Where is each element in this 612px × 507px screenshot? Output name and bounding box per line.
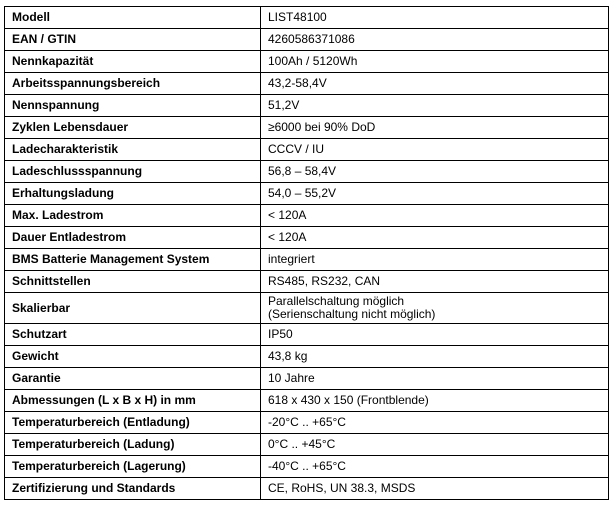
spec-value — [261, 205, 609, 227]
spec-label: Gewicht — [5, 346, 261, 368]
spec-value — [261, 29, 609, 51]
spec-label: Ladeschlussspannung — [5, 161, 261, 183]
spec-value-line: 56,8 – 58,4V — [268, 164, 337, 178]
spec-value-line: 0°C .. +45°C — [268, 437, 336, 451]
spec-value — [261, 227, 609, 249]
spec-value-line: 10 Jahre — [268, 371, 315, 385]
spec-value-line: IP50 — [268, 327, 293, 341]
spec-label: Temperaturbereich (Entladung) — [5, 412, 261, 434]
spec-label: BMS Batterie Management System — [5, 249, 261, 271]
spec-value — [261, 412, 609, 434]
spec-row — [5, 456, 609, 478]
spec-value-line: -20°C .. +65°C — [268, 415, 346, 429]
spec-value — [261, 390, 609, 412]
spec-value — [261, 456, 609, 478]
spec-value-line: (Serienschaltung nicht möglich) — [268, 307, 436, 321]
spec-label: Nennkapazität — [5, 51, 261, 73]
spec-value-line: 100Ah / 5120Wh — [268, 54, 358, 68]
spec-row — [5, 324, 609, 346]
spec-label: Temperaturbereich (Lagerung) — [5, 456, 261, 478]
spec-row — [5, 29, 609, 51]
spec-row — [5, 117, 609, 139]
spec-value — [261, 51, 609, 73]
spec-value — [261, 183, 609, 205]
spec-row — [5, 271, 609, 293]
spec-label: Zyklen Lebensdauer — [5, 117, 261, 139]
spec-value-line: 43,2-58,4V — [268, 76, 327, 90]
spec-value — [261, 368, 609, 390]
spec-value-line: 43,8 kg — [268, 349, 308, 363]
spec-row — [5, 183, 609, 205]
spec-row — [5, 346, 609, 368]
spec-row — [5, 7, 609, 29]
spec-row — [5, 161, 609, 183]
spec-value-line: CE, RoHS, UN 38.3, MSDS — [268, 481, 416, 495]
spec-label: EAN / GTIN — [5, 29, 261, 51]
spec-label: Temperaturbereich (Ladung) — [5, 434, 261, 456]
spec-row — [5, 368, 609, 390]
spec-value-line: 4260586371086 — [268, 32, 355, 46]
spec-value — [261, 293, 609, 324]
spec-row — [5, 390, 609, 412]
spec-value — [261, 324, 609, 346]
spec-table-body — [5, 7, 609, 500]
spec-row — [5, 139, 609, 161]
spec-table — [4, 6, 609, 500]
spec-row — [5, 412, 609, 434]
spec-label: Zertifizierung und Standards — [5, 478, 261, 500]
spec-value-line: 618 x 430 x 150 (Frontblende) — [268, 393, 429, 407]
spec-row — [5, 73, 609, 95]
spec-label: Dauer Entladestrom — [5, 227, 261, 249]
spec-row — [5, 95, 609, 117]
spec-value-line: 54,0 – 55,2V — [268, 186, 337, 200]
spec-value-line: integriert — [268, 252, 315, 266]
spec-value-line: -40°C .. +65°C — [268, 459, 346, 473]
spec-value — [261, 7, 609, 29]
spec-label: Arbeitsspannungsbereich — [5, 73, 261, 95]
spec-row — [5, 478, 609, 500]
spec-value-line: RS485, RS232, CAN — [268, 274, 381, 288]
spec-value-line: Parallelschaltung möglich — [268, 294, 405, 308]
spec-label: Nennspannung — [5, 95, 261, 117]
spec-value-line: ≥6000 bei 90% DoD — [268, 120, 376, 134]
spec-value — [261, 95, 609, 117]
spec-value — [261, 139, 609, 161]
spec-value — [261, 161, 609, 183]
spec-label: Modell — [5, 7, 261, 29]
spec-label: Schnittstellen — [5, 271, 261, 293]
spec-value — [261, 249, 609, 271]
spec-value-line: < 120A — [268, 230, 307, 244]
spec-value — [261, 73, 609, 95]
spec-label: Schutzart — [5, 324, 261, 346]
spec-value-line: LIST48100 — [268, 10, 327, 24]
spec-label: Abmessungen (L x B x H) in mm — [5, 390, 261, 412]
spec-row — [5, 434, 609, 456]
spec-value-line: 51,2V — [268, 98, 300, 112]
spec-row — [5, 227, 609, 249]
spec-value — [261, 478, 609, 500]
spec-label: Max. Ladestrom — [5, 205, 261, 227]
spec-value — [261, 346, 609, 368]
spec-label: Ladecharakteristik — [5, 139, 261, 161]
spec-label: Erhaltungsladung — [5, 183, 261, 205]
spec-label: Skalierbar — [5, 293, 261, 324]
spec-row — [5, 293, 609, 324]
spec-row — [5, 205, 609, 227]
spec-value — [261, 434, 609, 456]
spec-value-line: CCCV / IU — [268, 142, 325, 156]
spec-row — [5, 51, 609, 73]
spec-row — [5, 249, 609, 271]
spec-label: Garantie — [5, 368, 261, 390]
spec-value — [261, 271, 609, 293]
spec-value-line: < 120A — [268, 208, 307, 222]
spec-value — [261, 117, 609, 139]
